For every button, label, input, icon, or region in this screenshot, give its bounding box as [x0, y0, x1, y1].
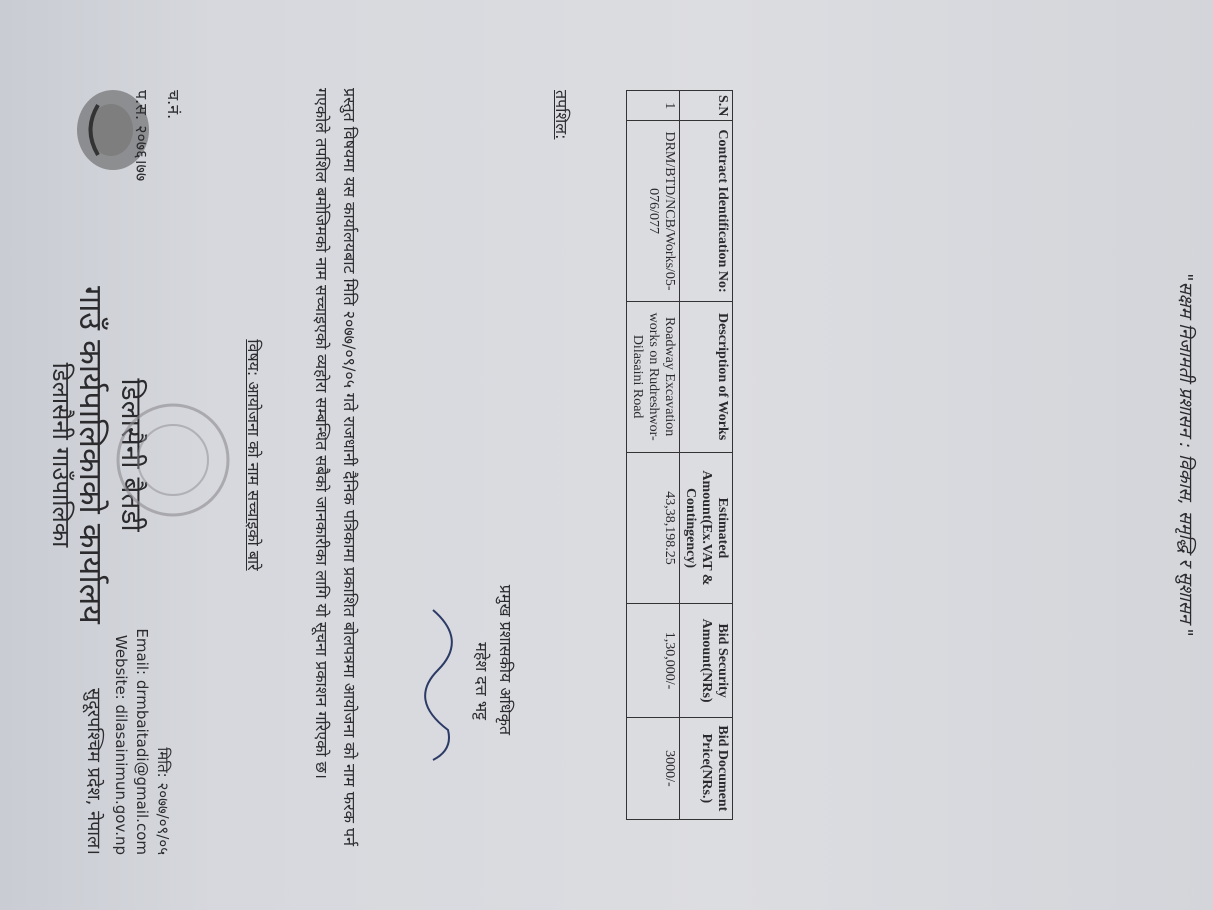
cell-contract-id: DRM/BTD/NCB/Works/05-076/077 — [627, 121, 680, 301]
col-estimated-amount: Estimated Amount(Ex.VAT & Contingency) — [680, 452, 733, 604]
website: Website: dilasainimun.gov.np — [112, 634, 130, 855]
bid-table — [626, 90, 733, 820]
cell-bid-security: 1,30,000/- — [627, 604, 680, 717]
notice-paragraph: प्रस्तुत विषयमा यस कार्यालयबाट मिति २०७७/०९/०५ गते राजधानी दैनिक पत्रिकामा प्रकाशित बोलपत्रमा आयोजना को नाम फरक पर्न गएकोले तपशिल बमोजिमको नाम सच्चाइएको व्यहोरा सम्बन्धित सबैको जानकारीका लागि यो सूचना प्रकाशन गरिएको छ। — [312, 88, 359, 846]
cell-estimated-amount: 43,38,198.25 — [627, 452, 680, 604]
signatory-title: प्रमुख प्रशासकीय अधिकृत — [496, 584, 515, 735]
col-document-price: Bid Document Price(NRs.) — [680, 717, 733, 819]
municipality-name: डिलासैनी गाउँपालिका — [47, 362, 75, 548]
signatory-name: महेश दत्त भट्ट — [472, 642, 491, 720]
col-contract-id: Contract Identification No: — [680, 121, 733, 301]
office-name: गाउँ कार्यपालिकाको कार्यालय — [72, 286, 110, 624]
letter-number: प.स. २०७६।७७ — [132, 90, 151, 182]
office-location: डिलासैनी बैतडी — [115, 378, 148, 532]
cell-sn: 1 — [627, 91, 680, 121]
cell-document-price: 3000/- — [627, 717, 680, 819]
office-seal-icon — [108, 395, 238, 525]
table-label: तपशिल: — [552, 90, 571, 140]
signature-icon — [413, 600, 473, 770]
col-bid-security: Bid Security Amount(NRs) — [680, 604, 733, 717]
footer-motto: "सक्षम निजामती प्रशासन : विकास, समृद्धि र सुशासन " — [1175, 273, 1196, 637]
col-description: Description of Works — [680, 301, 733, 452]
col-sn: S.N — [680, 91, 733, 121]
cell-description: Roadway Excavation works on Rudreshwor-Dilasaini Road — [627, 301, 680, 452]
date: मिति: २०७७/०९/०५ — [154, 747, 172, 855]
province: सुदूरपश्चिम प्रदेश, नेपाल। — [83, 688, 104, 855]
subject-line: विषय: आयोजना को नाम सच्चाइको बारे — [244, 339, 263, 571]
table-header-row — [680, 91, 733, 820]
email: Email: drmbaitadi@gmail.com — [133, 628, 151, 855]
dispatch-number: च.नं. — [164, 90, 183, 120]
table-row — [627, 91, 680, 820]
